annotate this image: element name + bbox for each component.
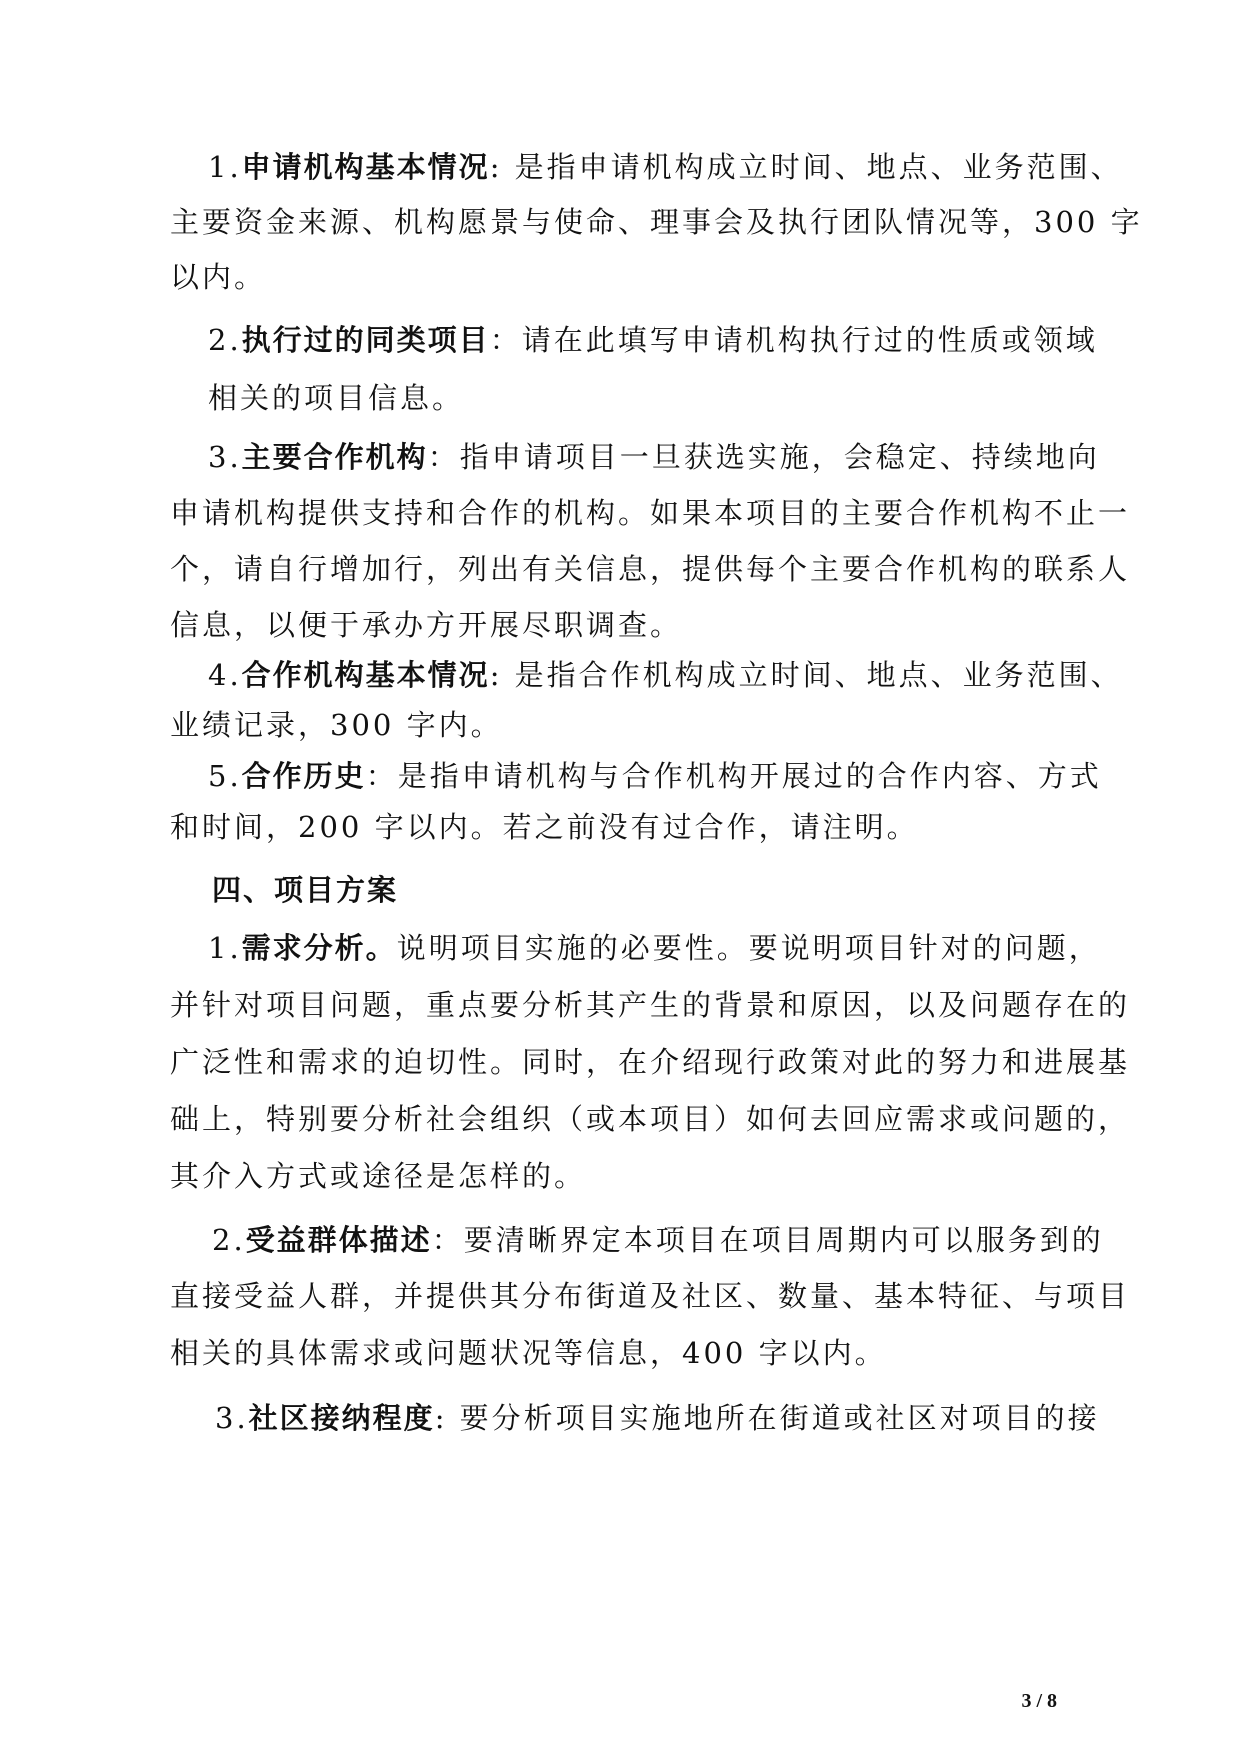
s2-line-1 — [208, 320, 1098, 360]
p1-number: 1. — [208, 931, 242, 965]
s1-number: 1. — [208, 150, 242, 184]
s5-heading: 合作历史 — [241, 759, 366, 793]
s3-line-3: 个，请自行增加行，列出有关信息，提供每个主要合作机构的联系人 — [170, 552, 1131, 586]
p3-line-1 — [215, 1398, 1100, 1438]
p2-line-2: 直接受益人群，并提供其分布街道及社区、数量、基本特征、与项目 — [170, 1279, 1131, 1313]
s1-line-2: 主要资金来源、机构愿景与使命、理事会及执行团队情况等，300 字 — [170, 205, 1143, 239]
s4-heading: 合作机构基本情况 — [241, 658, 490, 692]
s3-text: ：指申请项目一旦获选实施，会稳定、持续地向 — [427, 440, 1100, 474]
s2-line-2: 相关的项目信息。 — [208, 381, 465, 415]
p2-line-3: 相关的具体需求或问题状况等信息，400 字以内。 — [170, 1336, 887, 1370]
s5-text: ：是指申请机构与合作机构开展过的合作内容、方式 — [365, 759, 1102, 793]
s4-text: : 是指合作机构成立时间、地点、业务范围、 — [489, 658, 1123, 692]
s2-heading: 执行过的同类项目 — [241, 323, 490, 357]
s4-line-1 — [208, 655, 1123, 695]
s3-line-2: 申请机构提供支持和合作的机构。如果本项目的主要合作机构不止一 — [170, 496, 1131, 530]
s2-text: ：请在此填写申请机构执行过的性质或领域 — [489, 323, 1098, 357]
p2-line-1 — [212, 1220, 1104, 1260]
s1-text: : 是指申请机构成立时间、地点、业务范围、 — [489, 150, 1123, 184]
p2-text: ：要清晰界定本项目在项目周期内可以服务到的 — [431, 1223, 1104, 1257]
p1-line-5: 其介入方式或途径是怎样的。 — [170, 1159, 587, 1193]
p3-heading: 社区接纳程度 — [248, 1401, 435, 1435]
section-heading-4: 四、项目方案 — [212, 873, 399, 907]
p2-number: 2. — [212, 1223, 246, 1257]
p3-text: : 要分析项目实施地所在街道或社区对项目的接 — [434, 1401, 1100, 1435]
page-number: 3 / 8 — [1021, 1690, 1057, 1712]
s1-line-1 — [208, 147, 1123, 187]
s5-line-2: 和时间，200 字以内。若之前没有过合作，请注明。 — [170, 810, 919, 844]
s5-line-1 — [208, 756, 1102, 796]
s4-number: 4. — [208, 658, 242, 692]
p1-line-1 — [208, 928, 1101, 968]
s3-heading: 主要合作机构 — [241, 440, 428, 474]
s2-number: 2. — [208, 323, 242, 357]
p1-line-2: 并针对项目问题，重点要分析其产生的背景和原因，以及问题存在的 — [170, 988, 1131, 1022]
s3-line-4: 信息，以便于承办方开展尽职调查。 — [170, 608, 683, 642]
s3-line-1 — [208, 437, 1100, 477]
s1-line-3: 以内。 — [170, 260, 267, 294]
s4-line-2: 业绩记录，300 字内。 — [170, 708, 503, 742]
p1-text: 说明项目实施的必要性。要说明项目针对的问题， — [396, 931, 1101, 965]
p1-line-4: 础上，特别要分析社会组织（或本项目）如何去回应需求或问题的， — [170, 1102, 1131, 1136]
s1-heading: 申请机构基本情况 — [241, 150, 490, 184]
s3-number: 3. — [208, 440, 242, 474]
p1-line-3: 广泛性和需求的迫切性。同时，在介绍现行政策对此的努力和进展基 — [170, 1045, 1131, 1079]
p1-heading: 需求分析。 — [241, 931, 397, 965]
p3-number: 3. — [215, 1401, 249, 1435]
s5-number: 5. — [208, 759, 242, 793]
p2-heading: 受益群体描述 — [245, 1223, 432, 1257]
